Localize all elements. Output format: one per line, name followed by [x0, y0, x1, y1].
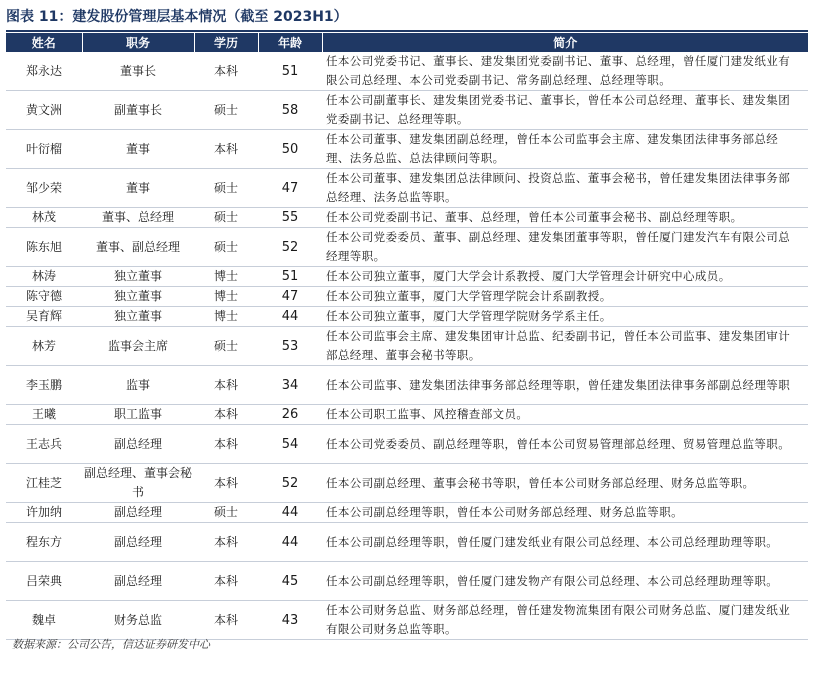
cell-age: 54 [258, 425, 322, 464]
cell-name: 王曦 [6, 405, 82, 425]
cell-education: 本科 [194, 405, 258, 425]
cell-position: 职工监事 [82, 405, 194, 425]
cell-age: 47 [258, 287, 322, 307]
cell-position: 独立董事 [82, 267, 194, 287]
cell-bio: 任本公司董事、建发集团总法律顾问、投资总监、董事会秘书，曾任建发集团法律事务部总经理、法务总监等职。 [322, 169, 808, 208]
cell-bio: 任本公司党委书记、董事长、建发集团党委副书记、董事、总经理，曾任厦门建发纸业有限公司总经理、本公司党委副书记、常务副总经理、总经理等职。 [322, 52, 808, 91]
cell-name: 许加纳 [6, 503, 82, 523]
cell-age: 52 [258, 228, 322, 267]
cell-position: 副董事长 [82, 91, 194, 130]
cell-education: 硕士 [194, 503, 258, 523]
cell-bio: 任本公司党委委员、副总经理等职，曾任本公司贸易管理部总经理、贸易管理总监等职。 [322, 425, 808, 464]
table-row [6, 366, 808, 405]
cell-position: 董事 [82, 169, 194, 208]
cell-education: 硕士 [194, 327, 258, 366]
cell-education: 本科 [194, 523, 258, 562]
cell-education: 硕士 [194, 91, 258, 130]
cell-position: 监事 [82, 366, 194, 405]
cell-education: 博士 [194, 307, 258, 327]
cell-name: 林涛 [6, 267, 82, 287]
cell-age: 45 [258, 562, 322, 601]
cell-age: 50 [258, 130, 322, 169]
cell-education: 硕士 [194, 208, 258, 228]
cell-age: 51 [258, 267, 322, 287]
management-table [6, 33, 808, 640]
cell-bio: 任本公司财务总监、财务部总经理，曾任建发物流集团有限公司财务总监、厦门建发纸业有限公司财务总监等职。 [322, 601, 808, 640]
cell-age: 34 [258, 366, 322, 405]
cell-position: 董事、副总经理 [82, 228, 194, 267]
cell-age: 26 [258, 405, 322, 425]
table-row [6, 228, 808, 267]
cell-education: 本科 [194, 366, 258, 405]
cell-bio: 任本公司独立董事，厦门大学管理学院会计系副教授。 [322, 287, 808, 307]
cell-education: 本科 [194, 425, 258, 464]
table-row [6, 523, 808, 562]
cell-name: 魏卓 [6, 601, 82, 640]
cell-bio: 任本公司副总经理、董事会秘书等职，曾任本公司财务部总经理、财务总监等职。 [322, 464, 808, 503]
header-education: 学历 [194, 33, 258, 52]
cell-name: 陈守德 [6, 287, 82, 307]
cell-bio: 任本公司监事会主席、建发集团审计总监、纪委副书记，曾任本公司监事、建发集团审计部总经理、董事会秘书等职。 [322, 327, 808, 366]
cell-age: 44 [258, 307, 322, 327]
table-row [6, 425, 808, 464]
cell-position: 董事、总经理 [82, 208, 194, 228]
cell-age: 52 [258, 464, 322, 503]
cell-education: 本科 [194, 52, 258, 91]
table-row [6, 208, 808, 228]
header-position: 职务 [82, 33, 194, 52]
cell-bio: 任本公司董事、建发集团副总经理，曾任本公司监事会主席、建发集团法律事务部总经理、法务总监、总法律顾问等职。 [322, 130, 808, 169]
cell-name: 江桂芝 [6, 464, 82, 503]
cell-bio: 任本公司党委副书记、董事、总经理，曾任本公司董事会秘书、副总经理等职。 [322, 208, 808, 228]
cell-name: 邹少荣 [6, 169, 82, 208]
cell-name: 吴育辉 [6, 307, 82, 327]
cell-bio: 任本公司副董事长、建发集团党委书记、董事长，曾任本公司总经理、董事长、建发集团党委副书记、总经理等职。 [322, 91, 808, 130]
cell-position: 副总经理 [82, 523, 194, 562]
cell-position: 独立董事 [82, 307, 194, 327]
table-row [6, 169, 808, 208]
cell-name: 叶衍榴 [6, 130, 82, 169]
cell-education: 博士 [194, 267, 258, 287]
cell-position: 董事 [82, 130, 194, 169]
cell-bio: 任本公司副总经理等职，曾任厦门建发物产有限公司总经理、本公司总经理助理等职。 [322, 562, 808, 601]
cell-name: 程东方 [6, 523, 82, 562]
table-row [6, 327, 808, 366]
cell-name: 王志兵 [6, 425, 82, 464]
table-row [6, 130, 808, 169]
table-row [6, 405, 808, 425]
header-age: 年龄 [258, 33, 322, 52]
cell-education: 本科 [194, 464, 258, 503]
cell-age: 47 [258, 169, 322, 208]
cell-education: 博士 [194, 287, 258, 307]
cell-position: 监事会主席 [82, 327, 194, 366]
cell-age: 44 [258, 523, 322, 562]
table-header-row [6, 33, 808, 52]
cell-education: 本科 [194, 130, 258, 169]
cell-education: 硕士 [194, 228, 258, 267]
cell-name: 林芳 [6, 327, 82, 366]
cell-bio: 任本公司监事、建发集团法律事务部总经理等职，曾任建发集团法律事务部副总经理等职 [322, 366, 808, 405]
cell-age: 43 [258, 601, 322, 640]
table-row [6, 52, 808, 91]
table-row [6, 601, 808, 640]
table-row [6, 267, 808, 287]
figure-title: 图表 11：建发股份管理层基本情况（截至 2023H1） [6, 9, 348, 25]
table-row [6, 562, 808, 601]
header-name: 姓名 [6, 33, 82, 52]
cell-position: 副总经理 [82, 503, 194, 523]
table-row [6, 287, 808, 307]
cell-education: 本科 [194, 601, 258, 640]
source-note: 数据来源：公司公告，信达证券研发中心 [12, 638, 210, 651]
cell-age: 55 [258, 208, 322, 228]
cell-name: 郑永达 [6, 52, 82, 91]
cell-bio: 任本公司独立董事，厦门大学会计系教授、厦门大学管理会计研究中心成员。 [322, 267, 808, 287]
cell-name: 李玉鹏 [6, 366, 82, 405]
cell-age: 53 [258, 327, 322, 366]
cell-bio: 任本公司副总经理等职，曾任本公司财务部总经理、财务总监等职。 [322, 503, 808, 523]
cell-bio: 任本公司独立董事，厦门大学管理学院财务学系主任。 [322, 307, 808, 327]
cell-age: 51 [258, 52, 322, 91]
title-rule [6, 30, 808, 32]
cell-name: 黄文洲 [6, 91, 82, 130]
cell-bio: 任本公司副总经理等职，曾任厦门建发纸业有限公司总经理、本公司总经理助理等职。 [322, 523, 808, 562]
cell-bio: 任本公司职工监事、风控稽查部文员。 [322, 405, 808, 425]
cell-name: 林茂 [6, 208, 82, 228]
cell-education: 硕士 [194, 169, 258, 208]
cell-name: 陈东旭 [6, 228, 82, 267]
cell-age: 44 [258, 503, 322, 523]
cell-position: 副总经理 [82, 425, 194, 464]
cell-position: 副总经理 [82, 562, 194, 601]
cell-position: 董事长 [82, 52, 194, 91]
cell-name: 吕荣典 [6, 562, 82, 601]
cell-bio: 任本公司党委委员、董事、副总经理、建发集团董事等职，曾任厦门建发汽车有限公司总经理等职。 [322, 228, 808, 267]
table-row [6, 464, 808, 503]
header-bio: 简介 [322, 33, 808, 52]
cell-education: 本科 [194, 562, 258, 601]
cell-age: 58 [258, 91, 322, 130]
table-row [6, 307, 808, 327]
cell-position: 独立董事 [82, 287, 194, 307]
cell-position: 副总经理、董事会秘书 [82, 464, 194, 503]
table-row [6, 503, 808, 523]
table-row [6, 91, 808, 130]
cell-position: 财务总监 [82, 601, 194, 640]
